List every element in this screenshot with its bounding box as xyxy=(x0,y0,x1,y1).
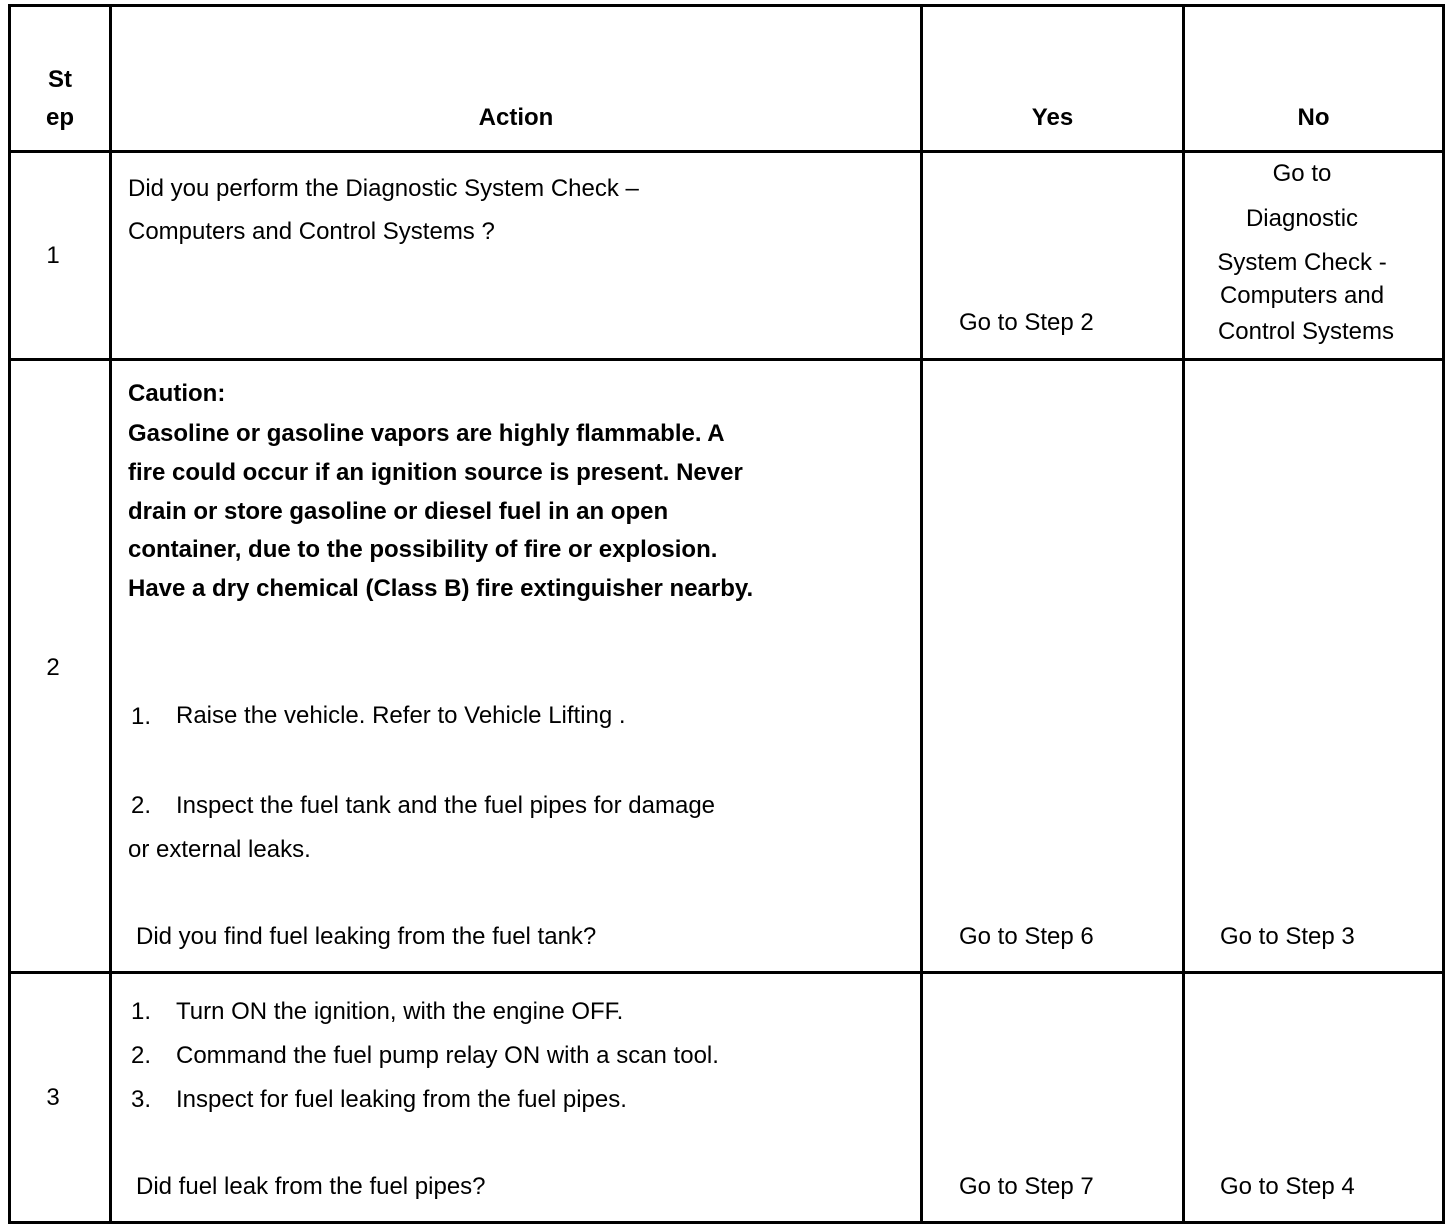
row3-step2-text: Command the fuel pump relay ON with a scan tool. xyxy=(176,1042,719,1069)
row2-caution-line5: Have a dry chemical (Class B) fire extinguisher nearby. xyxy=(128,575,754,602)
row3-step-number: 3 xyxy=(46,1084,60,1111)
row2-no: Go to Step 3 xyxy=(1220,923,1355,950)
table-border-left xyxy=(8,4,11,1224)
table-border-top xyxy=(8,4,1445,7)
row2-step1-text: Raise the vehicle. Refer to Vehicle Lifting . xyxy=(176,702,626,729)
row2-step1-number: 1. xyxy=(131,703,152,730)
row3-step1-text: Turn ON the ignition, with the engine OFF. xyxy=(176,998,624,1025)
header-yes: Yes xyxy=(1031,104,1074,131)
row1-no-line1: Go to xyxy=(1272,160,1332,187)
row1-no-line5: Control Systems xyxy=(1217,318,1395,345)
header-step-line2: ep xyxy=(45,104,74,131)
row1-action-line2: Computers and Control Systems ? xyxy=(128,218,495,245)
row2-question: Did you find fuel leaking from the fuel tank? xyxy=(136,923,597,950)
row2-divider xyxy=(8,971,1445,974)
row3-no: Go to Step 4 xyxy=(1220,1173,1355,1200)
row3-step1-number: 1. xyxy=(131,998,152,1025)
row2-step2-text: Inspect the fuel tank and the fuel pipes for damage xyxy=(176,792,716,819)
table-border-bottom xyxy=(8,1221,1445,1224)
header-step-line1: St xyxy=(48,66,72,93)
row1-action-line1: Did you perform the Diagnostic System Check – xyxy=(128,175,639,202)
row1-yes: Go to Step 2 xyxy=(959,309,1094,336)
row2-step-number: 2 xyxy=(46,654,60,681)
row2-caution-line3: drain or store gasoline or diesel fuel in an open xyxy=(128,498,669,525)
row2-caution-line1: Gasoline or gasoline vapors are highly flammable. A xyxy=(128,420,725,447)
row2-step2-number: 2. xyxy=(131,792,152,819)
row2-caution-title: Caution: xyxy=(128,380,226,407)
header-divider xyxy=(8,150,1445,153)
header-action: Action xyxy=(478,104,554,131)
row3-step2-number: 2. xyxy=(131,1042,152,1069)
row1-step-number: 1 xyxy=(46,242,60,269)
row3-step3-number: 3. xyxy=(131,1086,152,1113)
col-divider-yes xyxy=(1182,4,1185,1224)
row2-step2-continuation: or external leaks. xyxy=(128,836,311,863)
row3-yes: Go to Step 7 xyxy=(959,1173,1094,1200)
row2-caution-line2: fire could occur if an ignition source is present. Never xyxy=(128,459,743,486)
row1-no-line4: Computers and xyxy=(1219,282,1385,309)
col-divider-step xyxy=(109,4,112,1224)
row2-yes: Go to Step 6 xyxy=(959,923,1094,950)
table-border-right xyxy=(1442,4,1445,1224)
row1-divider xyxy=(8,358,1445,361)
row3-question: Did fuel leak from the fuel pipes? xyxy=(136,1173,486,1200)
row2-caution-line4: container, due to the possibility of fire or explosion. xyxy=(128,536,718,563)
header-no: No xyxy=(1297,104,1330,131)
col-divider-action xyxy=(920,4,923,1224)
row1-no-line3: System Check - xyxy=(1217,249,1387,276)
row3-step3-text: Inspect for fuel leaking from the fuel pipes. xyxy=(176,1086,627,1113)
row1-no-line2: Diagnostic xyxy=(1245,205,1359,232)
